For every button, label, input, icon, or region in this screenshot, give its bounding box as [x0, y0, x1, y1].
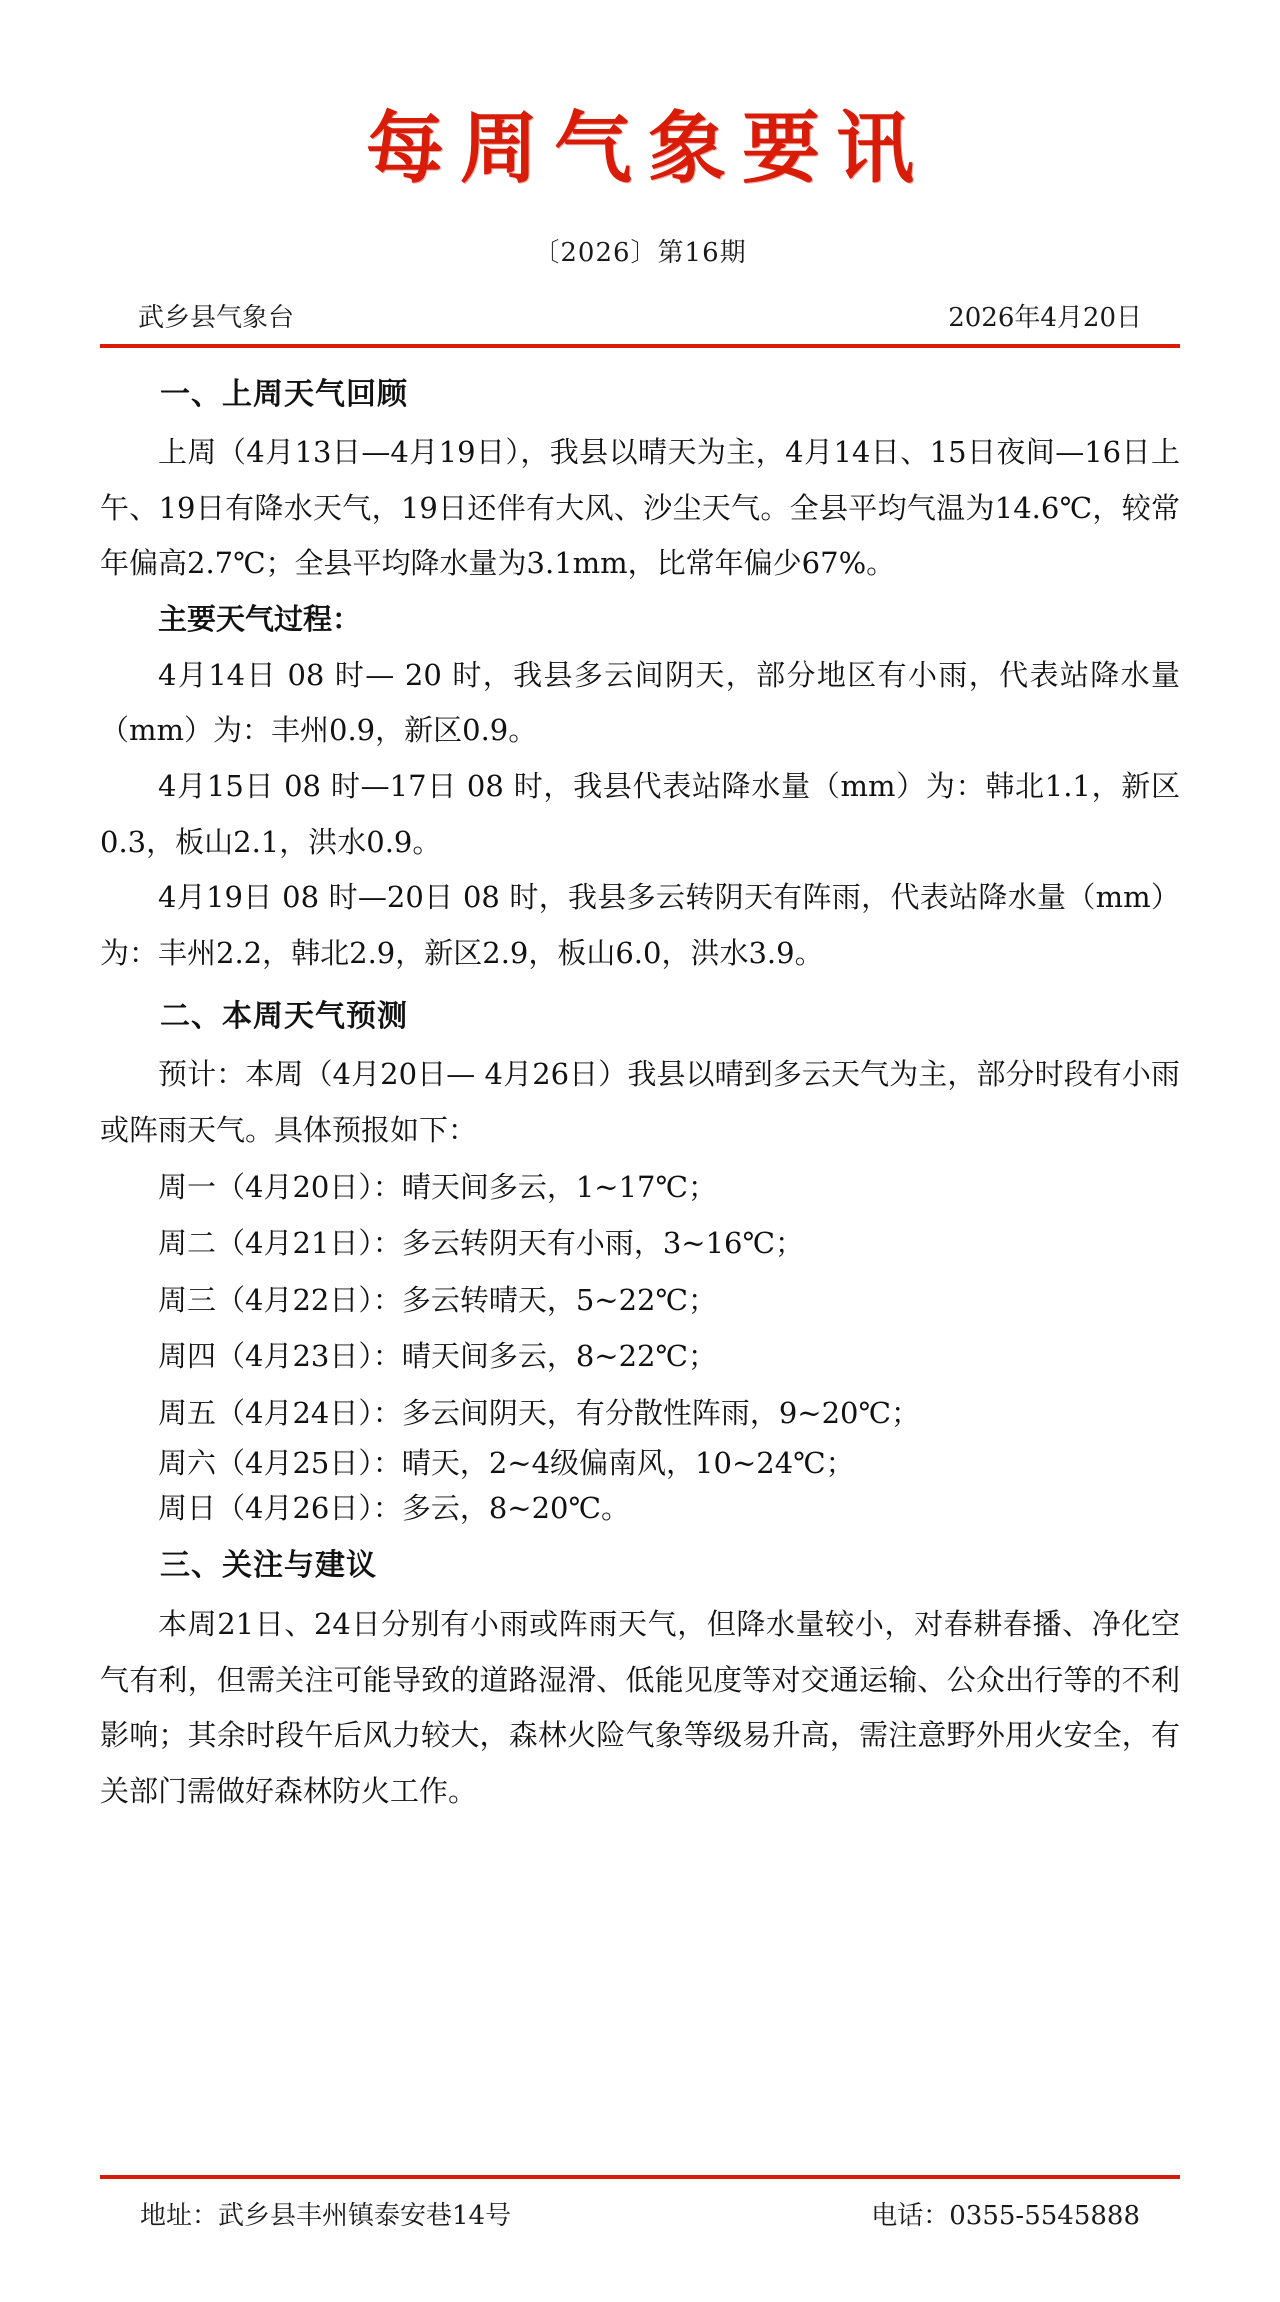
forecast-list	[100, 1159, 1180, 1532]
weather-event: 4月14日 08 时— 20 时，我县多云间阴天，部分地区有小雨，代表站降水量（mm）为：丰州0.9，新区0.9。	[100, 657, 1180, 748]
page-title: 每周气象要讯	[365, 103, 930, 194]
forecast-item-friday: 周五（4月24日）：多云间阴天，有分散性阵雨，9~20℃；	[158, 1395, 920, 1430]
forecast-item-monday: 周一（4月20日）：晴天间多云，1~17℃；	[158, 1169, 717, 1204]
footer-divider	[100, 2175, 1180, 2179]
section-heading-forecast: 二、本周天气预测	[160, 998, 408, 1034]
footer-address: 地址：武乡县丰州镇泰安巷14号	[140, 2201, 512, 2231]
review-paragraph: 上周（4月13日—4月19日），我县以晴天为主，4月14日、15日夜间—16日上午、19日有降水天气，19日还伴有大风、沙尘天气。全县平均气温为14.6℃，较常年偏高2.7℃；全县平均降水量为3.1mm，比常年偏少67%。	[100, 435, 1180, 581]
weather-event: 4月15日 08 时—17日 08 时，我县代表站降水量（mm）为：韩北1.1，新区0.3，板山2.1，洪水0.9。	[100, 769, 1180, 859]
forecast-item-saturday: 周六（4月25日）：晴天，2~4级偏南风，10~24℃；	[158, 1446, 855, 1481]
section-heading-review: 一、上周天气回顾	[160, 376, 408, 412]
document-footer	[100, 2175, 1180, 2232]
publication-date: 2026年4月20日	[948, 302, 1142, 333]
advice-paragraph: 本周21日、24日分别有小雨或阵雨天气，但降水量较小，对春耕春播、净化空气有利，但需关注可能导致的道路湿滑、低能见度等对交通运输、公众出行等的不利影响；其余时段午后风力较大，森林火险气象等级易升高，需注意野外用火安全，有关部门需做好森林防火工作。	[100, 1606, 1180, 1808]
forecast-intro: 预计：本周（4月20日— 4月26日）我县以晴到多云天气为主，部分时段有小雨或阵雨天气。具体预报如下：	[100, 1057, 1180, 1148]
document-body	[100, 366, 1180, 1820]
weather-event: 4月19日 08 时—20日 08 时，我县多云转阴天有阵雨，代表站降水量（mm）为：丰州2.2，韩北2.9，新区2.9，板山6.0，洪水3.9。	[100, 880, 1180, 971]
masthead	[100, 100, 1180, 269]
forecast-item-tuesday: 周二（4月21日）：多云转阴天有小雨，3~16℃；	[158, 1226, 804, 1261]
forecast-item-sunday: 周日（4月26日）：多云，8~20℃。	[158, 1491, 630, 1526]
review-subheading: 主要天气过程：	[158, 602, 362, 637]
footer-phone: 电话：0355-5545888	[871, 2201, 1140, 2231]
header-divider	[100, 344, 1180, 348]
issue-number: 〔2026〕第16期	[533, 237, 747, 268]
section-heading-advice: 三、关注与建议	[160, 1548, 377, 1584]
forecast-item-wednesday: 周三（4月22日）：多云转晴天，5~22℃；	[158, 1282, 717, 1317]
forecast-item-thursday: 周四（4月23日）：晴天间多云，8~22℃；	[158, 1339, 717, 1374]
publisher-row	[100, 297, 1180, 344]
publisher-name: 武乡县气象台	[138, 302, 295, 333]
